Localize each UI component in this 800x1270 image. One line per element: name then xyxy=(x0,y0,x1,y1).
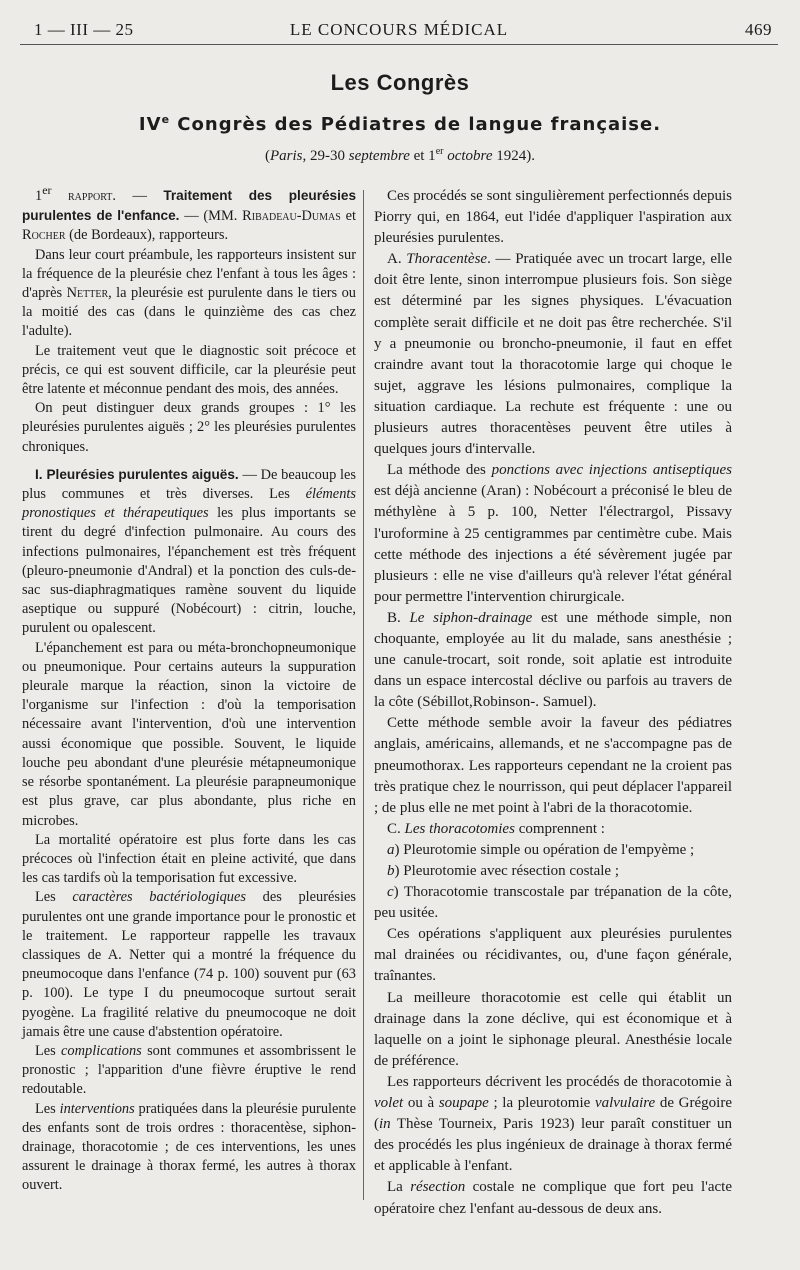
paragraph: Le traitement veut que le diagnostic soit précoce et précis, ce qui est souvent difficile, car la pleurésie peut être latente et méconnue pendant des mois, des années. xyxy=(22,342,356,398)
issue-number: 1 — III — 25 xyxy=(34,20,134,39)
right-column xyxy=(374,186,732,1220)
paragraph: L'épanchement est para ou méta-bronchopneumonique ou pneumonique. Pour certains auteurs la suppuration pleurale marque la réaction, sinon la victoire de l'organisme sur l'infection : d'où la temporisation nécessaire avant l'intervention, d'où une intervention aussi économique que possible. Souvent, le liquide louche peu abondant d'une pleurésie métapneumonique se résorbe spontanément. La pleurésie parapneumonique est plus grave, car plus abondante, plus riche en microbes. xyxy=(22,639,356,829)
paragraph: Ces opérations s'appliquent aux pleurésies purulentes mal drainées ou récidivantes, ou, d'une façon générale, traînantes. xyxy=(374,926,732,985)
paragraph: Les caractères bactériologiques des pleurésies purulentes ont une grande importance pour le pronostic et le traitement. Le rapporteur rappelle les travaux classiques de A. Netter qui a montré la fréquence du pneumocoque dans l'enfance (74 p. 100) souvent pur (63 p. 100). Le type I du pneumocoque surtout serait pyogène. La fragilité relative du pneumocoque ne doit jamais être une cause d'abstention opératoire. xyxy=(22,889,356,1040)
header-rule xyxy=(20,44,778,45)
paragraph: On peut distinguer deux grands groupes : 1° les pleurésies purulentes aiguës ; 2° les pleurésies purulentes chroniques. xyxy=(22,400,356,455)
congress-date: (Paris, 29-30 septembre et 1er octobre 1924). xyxy=(265,146,535,164)
page-number: 469 xyxy=(745,20,772,39)
list-item: c) Thoracotomie transcostale par trépanation de la côte, peu usitée. xyxy=(374,884,732,922)
paragraph: La méthode des ponctions avec injections antiseptiques est déjà ancienne (Aran) : Nobécourt a préconisé le bleu de méthylène à 5 p. 100, Netter l'électrargol, Pissavy l'uroformine à 25 centigrammes par centimètre cube. Mais cette méthode des injections a été sévèrement jugée par plusieurs : elle ne vise d'ailleurs qu'à relever l'état général pour permettre l'intervention chirurgicale. xyxy=(374,462,732,605)
paragraph: Les interventions pratiquées dans la pleurésie purulente des enfants sont de trois ordres : thoracentèse, siphon-drainage, thoracotomie ; de ces interventions, les unes assurent le drainage à thorax fermé, les autres à thorax ouvert. xyxy=(22,1100,356,1194)
paragraph: Dans leur court préambule, les rapporteurs insistent sur la fréquence de la pleurésie chez l'enfant à tous les âges : d'après Netter, la pleurésie est purulente dans le tiers ou la moitié des cas (dans le quinzième des cas chez l'adulte). xyxy=(22,246,357,340)
paragraph: B. Le siphon-drainage est une méthode simple, non choquante, employée au lit du malade, sans anesthésie ; une canule-trocart, soit ronde, soit aplatie est introduite dans un espace intercostal déclive ou parfois au travers de la côte (Sébillot,Robinson-. Samuel). xyxy=(374,609,732,711)
subsection-paragraph: I. Pleurésies purulentes aiguës. — De beaucoup les plus communes et très diverses. Les éléments pronostiques et thérapeutiques les plus importants se tirent du degré d'infection pulmonaire. Au cours des infections pulmonaires, l'épanchement est très fréquent (pleuro-pneumonie d'Andral) et la ponction des culs-de-sac sus-diaphragmatiques ramène souvent du liquide aseptique ou suppuré (Nobécourt) : citrin, louche, purulent ou opalescent. xyxy=(22,466,357,637)
paragraph: C. Les thoracotomies comprennent : xyxy=(387,820,605,837)
paragraph: Les complications sont communes et assombrissent le pronostic ; l'apparition d'une fièvre éruptive le rend redoutable. xyxy=(22,1042,356,1098)
paragraph: Les rapporteurs décrivent les procédés de thoracotomie à volet ou à soupape ; la pleurotomie valvulaire de Grégoire (in Thèse Tourneix, Paris 1923) leur paraît constituer un des procédés les plus ingénieux de drainage à thorax fermé et applicable à l'enfant. xyxy=(374,1073,732,1175)
paragraph: La meilleure thoracotomie est celle qui établit un drainage dans la zone déclive, qui est économique et à laquelle on a joint le siphonage pleural. Anesthésie locale de préférence. xyxy=(374,989,732,1069)
report-heading: 1er rapport. — Traitement des pleurésies purulentes de l'enfance. — (MM. Ribadeau-Dumas et Rocher (de Bordeaux), rapporteurs. xyxy=(22,183,357,244)
list-item: b) Pleurotomie avec résection costale ; xyxy=(387,863,619,879)
paragraph: Cette méthode semble avoir la faveur des pédiatres anglais, américains, allemands, et ne s'accompagne pas de pneumothorax. Les rapporteurs cependant ne la croient pas très pratique chez le nourrisson, qui peut déplacer l'appareil ; de plus elle ne met point à l'abri de la thoracotomie. xyxy=(374,715,732,816)
paragraph: La résection costale ne complique que fort peu l'acte opératoire chez l'enfant au-dessous de deux ans. xyxy=(374,1179,733,1217)
paragraph: A. Thoracentèse. — Pratiquée avec un trocart large, elle doit être lente, sinon interrompue plusieurs fois. Son siège est déterminé par les signes physiques. L'évacuation complète serait difficile et ne doit pas être recherchée. S'il y a pneumonie ou broncho-pneumonie, il faut en effet craindre avant tout la thoracotomie large qui choque le sujet, aggrave les lésions pulmonaires, complique la situation cardiaque. La rechute est fréquente : une ou plusieurs autres thoracentèses peuvent être utiles à quelques jours d'intervalle. xyxy=(374,251,732,458)
column-divider xyxy=(363,190,364,1200)
list-item: a) Pleurotomie simple ou opération de l'empyème ; xyxy=(387,841,695,858)
journal-title: LE CONCOURS MÉDICAL xyxy=(289,20,509,39)
paragraph: Ces procédés se sont singulièrement perfectionnés depuis Piorry qui, en 1864, eut l'idée d'appliquer l'aspiration aux pleurésies purulentes. xyxy=(374,188,732,247)
running-head xyxy=(20,18,778,44)
section-title: Les Congrès xyxy=(330,70,470,95)
left-column xyxy=(22,183,357,1196)
congress-title: IVe Congrès des Pédiatres de langue française. xyxy=(138,113,662,135)
paragraph: La mortalité opératoire est plus forte dans les cas précoces où l'infection était en pleine activité, que dans les cas tardifs où la temporisation fut excessive. xyxy=(22,831,356,887)
